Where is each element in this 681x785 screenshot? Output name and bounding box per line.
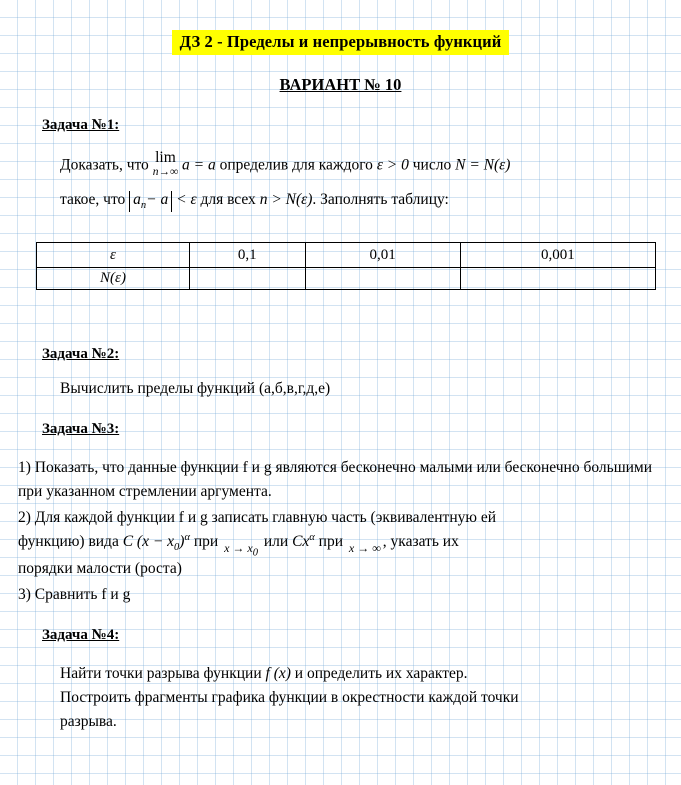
task-1-line-2: [60, 188, 663, 212]
task-1-epsilon-bound: < ε: [176, 191, 197, 208]
table-header-epsilon: ε: [37, 243, 190, 268]
abs-a: a: [133, 191, 141, 208]
task-1-line1-text-c: определив для каждого: [219, 156, 373, 174]
task-3-item2-text-a: 2) Для каждой функции f и g записать главную часть (эквивалентную ей: [18, 509, 496, 527]
task-3-item-3: 3) Сравнить f и g: [18, 585, 131, 603]
task-4-line-2: Построить фрагменты графика функции в окрестности каждой точки: [60, 688, 519, 706]
formula-2-base: Cx: [292, 533, 310, 551]
task-4-function-fx: f (x): [265, 664, 291, 682]
formula-1-power: α: [184, 532, 190, 544]
page-title: ДЗ 2 - Пределы и непрерывность функций: [172, 30, 510, 55]
task-3-section: [18, 421, 663, 607]
task-3-item-1: 1) Показать, что данные функции f и g являются бесконечно малыми или бесконечно большими при указанном стремлении аргумента.: [18, 459, 653, 501]
task-4-line1-text-b: и определить их характер.: [294, 664, 468, 682]
task-1-section: [18, 117, 663, 290]
task-1-line2-text-c: для всех: [200, 191, 256, 208]
task-2-section: [18, 346, 663, 401]
absolute-value-expression: [129, 191, 172, 212]
task-1-epsilon-condition: ε > 0: [376, 156, 409, 174]
task-1-line1-text-a: Доказать, что: [60, 156, 149, 174]
task-1-line1-text-e: число: [412, 156, 452, 174]
task-3-item2-text-f: , указать их: [382, 533, 459, 551]
task-4-line-3: разрыва.: [60, 712, 117, 730]
task-4-line-1: [60, 662, 663, 686]
task-3-item2-text-c: при: [193, 533, 219, 551]
task-1-equation: a = a: [182, 156, 216, 174]
task-3-item2-text-g: порядки малости (роста): [18, 559, 182, 577]
table-cell-n-2: [305, 268, 460, 290]
abs-a-subscript: n: [140, 200, 147, 212]
limit-symbol: lim: [155, 149, 176, 166]
task-3-limit-arrow-1: [222, 539, 260, 562]
task-4-line1-text-a: Найти точки разрыва функции: [60, 664, 262, 682]
limit-operator: [153, 150, 178, 178]
task-1-n-bound: n > N(ε): [259, 191, 313, 208]
abs-rest: − a: [146, 191, 169, 208]
task-3-item2-text-b: функцию) вида: [18, 533, 119, 551]
epsilon-table: [36, 242, 656, 290]
table-cell-eps-3: 0,001: [460, 243, 655, 268]
table-row: [37, 243, 656, 268]
table-cell-n-3: [460, 268, 655, 290]
task-4-section: [18, 627, 663, 734]
formula-1-sub: 0: [174, 542, 180, 554]
task-1-line2-text-e: . Заполнять таблицу:: [312, 191, 449, 208]
formula-1-base: C (x − x: [122, 533, 175, 551]
formula-2-power: α: [309, 532, 315, 544]
arrow-1-text: x → x: [224, 541, 253, 556]
task-3-formula-1: C $(x - x_0)^\alpha$: [122, 532, 190, 554]
task-1-heading: Задача №1:: [42, 117, 120, 133]
variant-label: ВАРИАНТ № 10: [279, 75, 402, 94]
task-1-n-definition: N = N(ε): [455, 156, 511, 174]
task-1-line2-text-a: такое, что: [60, 191, 126, 208]
task-3-item2-text-d: или: [263, 533, 289, 551]
task-3-item-2: [18, 506, 663, 581]
arrow-1-sub: 0: [252, 547, 258, 559]
document-title-bar: [18, 30, 663, 55]
table-cell-eps-2: 0,01: [305, 243, 460, 268]
table-row: [37, 268, 656, 290]
task-3-heading: Задача №3:: [42, 421, 120, 438]
task-4-heading: Задача №4:: [42, 626, 120, 643]
task-2-heading: Задача №2:: [42, 346, 120, 363]
task-3-item2-text-e: при: [318, 533, 344, 551]
task-3-formula-2: [292, 533, 315, 550]
task-1-line-1: [60, 149, 663, 180]
table-cell-eps-1: 0,1: [190, 243, 306, 268]
task-2-text: Вычислить пределы функций (а,б,в,г,д,е): [60, 380, 331, 398]
table-header-n-epsilon: N(ε): [37, 268, 190, 290]
table-cell-n-1: [190, 268, 306, 290]
task-3-limit-arrow-2: x → ∞: [348, 541, 381, 556]
limit-subscript: n→∞: [152, 165, 179, 178]
